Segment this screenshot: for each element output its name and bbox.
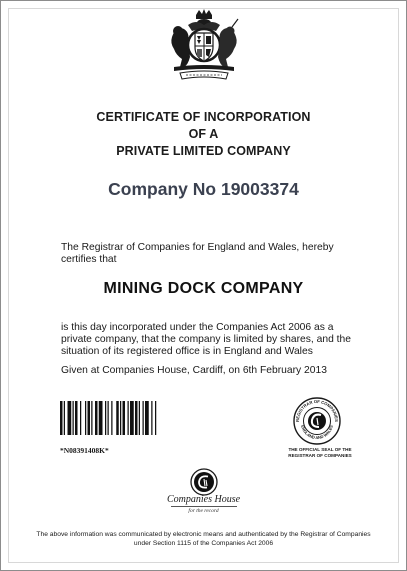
barcode-bar xyxy=(99,401,103,435)
barcode-bar xyxy=(155,401,156,435)
barcode-code: *N08391408K* xyxy=(60,446,109,455)
barcode-bar xyxy=(139,401,140,435)
certificate-title-line-3: PRIVATE LIMITED COMPANY xyxy=(116,144,291,158)
barcode-bar xyxy=(128,401,129,435)
certificate-title-line-1: CERTIFICATE OF INCORPORATION xyxy=(96,110,311,124)
seal-ring-text-bottom: ENGLAND AND WALES xyxy=(300,424,334,441)
barcode-bar xyxy=(73,401,74,435)
seal-ring-text-top: REGISTRAR OF COMPANIES xyxy=(294,398,340,422)
barcode-bar xyxy=(135,401,138,435)
barcode-bar xyxy=(151,401,152,435)
company-name: MINING DOCK COMPANY xyxy=(103,280,304,297)
barcode-bar xyxy=(80,401,81,435)
companies-house-tagline: for the record xyxy=(188,508,219,514)
companies-house-name: Companies House xyxy=(166,494,241,505)
barcode-bar xyxy=(60,401,63,435)
royal-coat-of-arms-icon xyxy=(166,7,242,83)
barcode-bar xyxy=(88,401,91,435)
registrar-statement: The Registrar of Companies for England and Wales, hereby certifies that xyxy=(61,242,334,265)
official-seal-icon xyxy=(292,396,342,446)
barcode-bar xyxy=(75,401,78,435)
companies-house-logo-icon xyxy=(189,467,219,497)
barcode-bar xyxy=(111,401,112,435)
barcode-bar xyxy=(64,401,65,435)
barcode-bar xyxy=(105,401,106,435)
incorporation-statement: is this day incorporated under the Companies Act 2006 as a private company, that the company is limited by shares, and the situation of its registered office is in England and Wales xyxy=(61,322,351,357)
seal-caption: THE OFFICIAL SEAL OF THE REGISTRAR OF COMPANIES xyxy=(288,447,352,458)
company-number: Company No 19003374 xyxy=(108,179,299,199)
barcode-bar xyxy=(145,401,149,435)
barcode-bar xyxy=(91,401,92,435)
barcode-bar xyxy=(116,401,119,435)
barcode-bar xyxy=(108,401,109,435)
barcode xyxy=(60,401,190,435)
barcode-bar xyxy=(143,401,144,435)
barcode-bar xyxy=(130,401,134,435)
barcode-bar xyxy=(85,401,86,435)
given-statement: Given at Companies House, Cardiff, on 6th February 2013 xyxy=(61,365,327,376)
barcode-bar xyxy=(120,401,121,435)
barcode-bar xyxy=(95,401,98,435)
authentication-footer: The above information was communicated by electronic means and authenticated by the Registrar of Companies under Section 1115 of the Companies Act 2006 xyxy=(36,531,371,547)
barcode-bar xyxy=(123,401,126,435)
barcode-bar xyxy=(68,401,72,435)
companies-house-divider xyxy=(171,506,237,507)
certificate-title-line-2: OF A xyxy=(188,127,219,141)
